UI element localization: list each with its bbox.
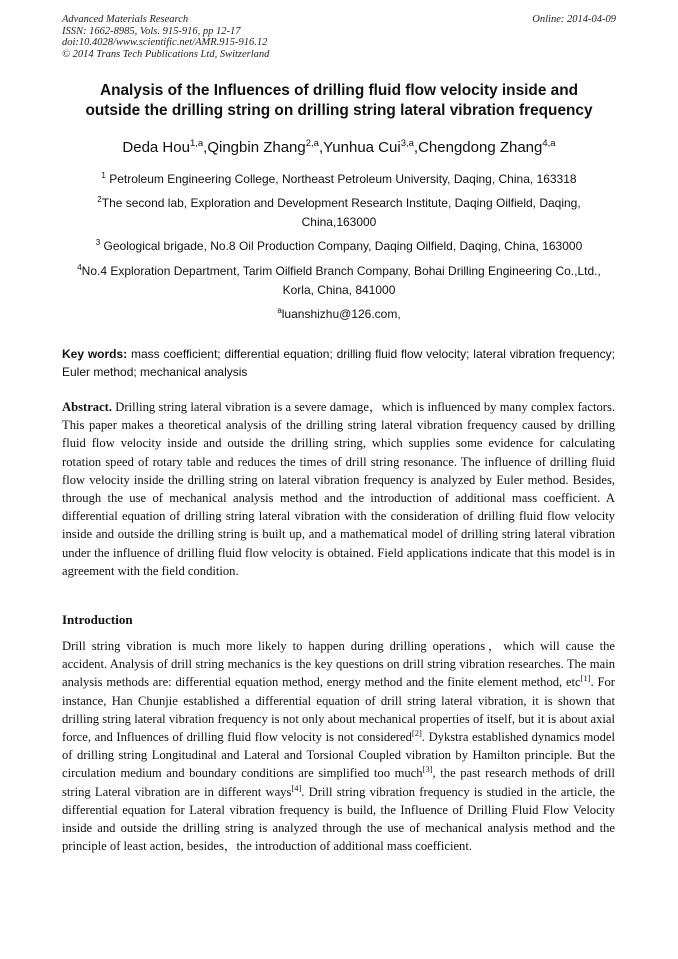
author-separator: , [203,139,208,156]
affiliation-mark: 2 [97,195,102,204]
doi-line: doi:10.4028/www.scientific.net/AMR.915-916.12 [62,37,268,49]
affiliation-text: The second lab, Exploration and Development Research Institute, Daqing Oilfield, Daqing, [101,196,581,210]
author-separator: , [413,139,419,156]
affiliation-1 [60,170,618,189]
title-line-1: Analysis of the Influences of drilling fluid flow velocity inside and [99,82,579,99]
introduction-heading: Introduction [62,612,133,627]
intro-text: . Drill string vibration frequency is studied in the article, the differential equation for Lateral vibration frequency is build, the Influence of Drilling Fluid Flow Velocity inside and outside the drilling string is analyzed through the use of mechanical analysis method and the principle of least action, besides，the introduction of additional mass coefficient. [62,784,615,854]
keywords-text: mass coefficient; differential equation; drilling fluid flow velocity; lateral vibration frequency; Euler method; mechanical analysis [62,347,615,379]
author-name: Yunhua Cui [323,139,401,156]
author-separator: , [318,139,324,156]
introduction-paragraph [62,637,615,855]
journal-header [62,14,616,60]
copyright-line: © 2014 Trans Tech Publications Ltd, Switzerland [62,48,270,60]
citation: [1] [580,673,591,684]
author-affiliation-mark: 4,a [542,138,556,149]
citation: [3] [422,764,433,775]
keywords [62,345,615,381]
intro-text: . For instance, Han Chunjie established a differential equation of drill string lateral vibration, it is shown that drilling string lateral vibration frequency is not only about mechanical properties of itself, but it is about axial force, and Influences of drilling fluid flow velocity is not considered [62,675,615,745]
affiliation-text: Petroleum Engineering College, Northeast Petroleum University, Daqing, China, 163318 [105,172,577,186]
author-name: Chengdong Zhang [418,139,543,156]
journal-name: Advanced Materials Research [62,14,189,25]
paper-title [40,81,638,121]
email-line [60,305,618,324]
issn-line: ISSN: 1662-8985, Vols. 915-916, pp 12-17 [62,25,241,37]
author-affiliation-mark: 3,a [400,138,414,149]
citation: [2] [411,728,422,739]
affiliation-mark: 3 [95,238,101,247]
author-affiliation-mark: 2,a [305,138,319,149]
author-affiliation-mark: 1,a [189,138,204,149]
affiliation-text: Geological brigade, No.8 Oil Production Company, Daqing Oilfield, Daqing, China, 163000 [100,239,583,253]
citation: [4] [291,782,302,793]
affiliation-text-continued: Korla, China, 841000 [282,283,396,297]
affiliation-text-continued: China,163000 [301,215,377,229]
online-date: Online: 2014-04-09 [532,14,616,25]
author-list [40,138,638,158]
intro-text: Drill string vibration is much more likely to happen during drilling operations，which will cause the accident. Analysis of drill string mechanics is the key questions on drill string vibration researches. The main analysis methods are: differential equation method, energy method and the finite element method, etc [62,639,615,690]
abstract [62,398,615,580]
affiliation-mark: 1 [101,171,106,180]
abstract-text: Drilling string lateral vibration is a severe damage，which is influenced by many complex factors. This paper makes a theoretical analysis of the drilling string lateral vibration frequency caused by drilling fluid flow velocity inside and outside the drilling string, which supplies some evidence for calculating rotation speed of rotary table and reduces the times of drill string resonance. The influence of drilling fluid flow velocity inside the drilling string on lateral vibration frequency is analyzed by Euler method. Besides, through the use of mechanical analysis method and the introduction of additional mass coefficient. A differential equation of drilling string lateral vibration with the consideration of drilling fluid flow velocity inside and outside the drilling string is built up, and a mathematical model of drilling string lateral vibration under the influence of drilling fluid flow velocity is obtained. Field applications indicate that this model is in agreement with the field condition. [62,400,615,578]
intro-text: . Dykstra established dynamics model of drilling string Longitudinal and Lateral and Torsional Coupled vibration by Hamilton principle. But the circulation medium and boundary conditions are simplified too much [62,730,615,781]
title-line-2: outside the drilling string on drilling string lateral vibration frequency [85,102,593,119]
intro-text: , the past research methods of drill string Lateral vibration are in different ways [62,766,616,799]
email-address: luanshizhu@126.com, [281,307,401,321]
author-name: Qingbin Zhang [207,139,306,156]
affiliation-2 [60,194,618,232]
affiliation-mark: 4 [77,263,82,272]
email-mark: a [277,306,282,315]
affiliation-4 [60,262,618,300]
abstract-label: Abstract. [62,400,113,414]
keywords-label: Key words: [62,347,128,361]
author-name: Deda Hou [122,139,190,156]
affiliation-3 [60,237,618,256]
affiliation-text: No.4 Exploration Department, Tarim Oilfield Branch Company, Bohai Drilling Engineering Co.,Ltd., [81,264,601,278]
